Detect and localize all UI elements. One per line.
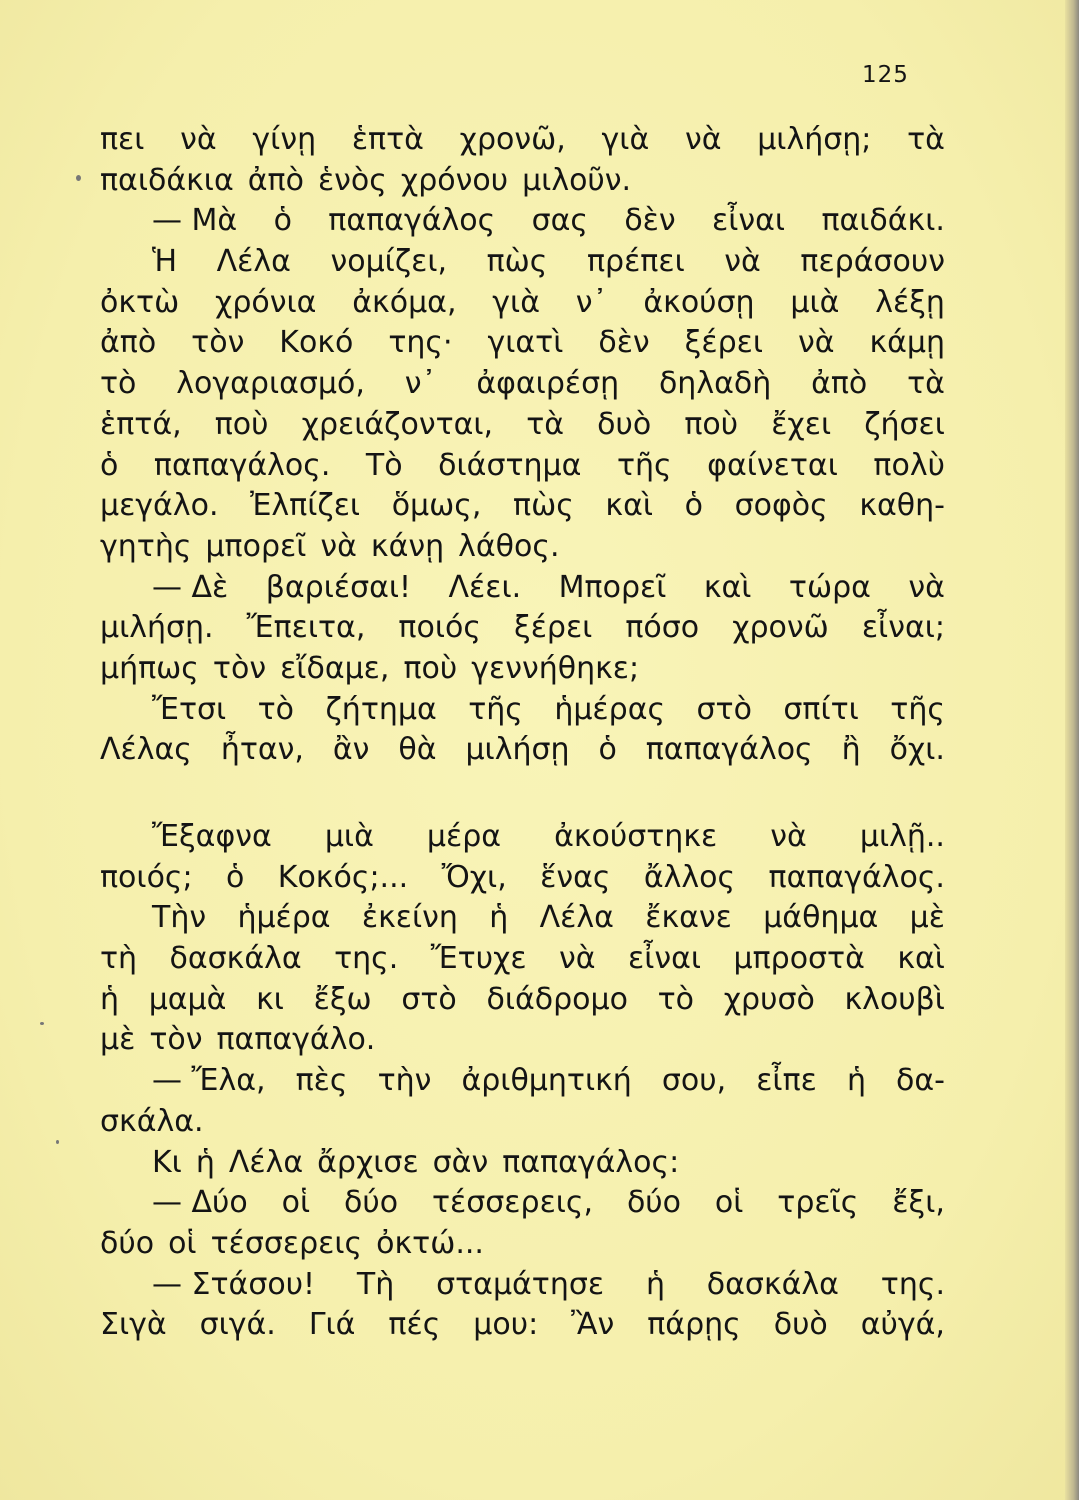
word: ποὺ xyxy=(214,406,269,442)
text-line xyxy=(100,1020,945,1061)
word: κλουβὶ xyxy=(844,981,945,1017)
word: γιὰ xyxy=(601,122,650,157)
text-line xyxy=(100,1224,945,1265)
word: Ἡ xyxy=(152,244,178,280)
word: χρόνου xyxy=(400,162,509,198)
word: δύο xyxy=(100,1225,155,1261)
word: Σιγὰ xyxy=(100,1307,167,1343)
word: εἴδαμε, xyxy=(280,650,390,686)
word: ποιός xyxy=(398,610,481,646)
word: ὄχι. xyxy=(889,732,945,768)
word: γεννήθηκε; xyxy=(471,650,640,686)
text-line xyxy=(100,649,945,690)
word: ὁ xyxy=(273,203,292,239)
word: ἡ xyxy=(195,1144,215,1180)
text-line xyxy=(100,690,945,731)
word: ἢ xyxy=(841,732,861,768)
word: Ἐλπίζει xyxy=(250,488,361,524)
word: τὸ xyxy=(100,366,137,402)
word: Λέλα xyxy=(228,1144,304,1180)
text-line xyxy=(100,323,945,364)
word: χρόνια xyxy=(215,284,317,320)
word: παιδάκια xyxy=(100,162,234,198)
word: ἀφαιρέσῃ xyxy=(476,366,620,402)
word: τώρα xyxy=(788,569,871,605)
word: τὴ xyxy=(100,941,138,977)
word: δύο xyxy=(344,1185,399,1221)
word: κι xyxy=(256,981,284,1017)
text-line xyxy=(100,486,945,527)
text-line xyxy=(100,120,945,161)
word: μιλήσῃ; xyxy=(757,122,872,157)
word: ὁ xyxy=(226,859,245,895)
word: παιδάκι. xyxy=(821,203,945,239)
print-speck xyxy=(40,1022,44,1025)
word: σκάλα. xyxy=(100,1103,204,1139)
word: ἡ xyxy=(645,1266,665,1302)
word: — Δύο xyxy=(152,1185,248,1221)
page-edge-shadow xyxy=(1065,0,1079,1500)
text-line xyxy=(100,1102,945,1143)
text-line xyxy=(100,1143,945,1184)
page-number: 125 xyxy=(862,62,909,88)
word: ζήτημα xyxy=(325,691,437,727)
word: τέσσερεις, xyxy=(432,1185,594,1221)
word: σου, xyxy=(661,1063,727,1099)
word: ἔχει xyxy=(771,406,832,442)
text-line xyxy=(100,980,945,1021)
word: γιατὶ xyxy=(487,325,564,361)
word: σιγά. xyxy=(199,1307,276,1343)
word: χρειάζονται, xyxy=(301,406,494,442)
word: παπαγάλος xyxy=(645,732,813,768)
word: της. xyxy=(334,941,399,977)
word: ἡ xyxy=(489,900,509,936)
word: πές xyxy=(388,1307,441,1343)
word: μιὰ xyxy=(324,819,374,854)
word: καὶ xyxy=(703,569,752,605)
word: τῆς xyxy=(890,691,945,727)
word: δυὸ xyxy=(773,1307,828,1343)
word: στὸ xyxy=(401,981,457,1017)
word: ζήσει xyxy=(864,406,945,442)
word: γιὰ xyxy=(492,284,540,320)
word: Ἂν xyxy=(571,1307,615,1343)
word: στὸ xyxy=(696,691,752,727)
word: ἀκούστηκε xyxy=(554,819,718,854)
word: Ἔξαφνα xyxy=(152,819,272,854)
word: σπίτι xyxy=(783,691,859,727)
word: σας xyxy=(531,203,588,239)
word: χρονῶ xyxy=(732,610,829,646)
text-line xyxy=(100,1265,945,1306)
word: τέσσερεις xyxy=(210,1225,363,1261)
word: νὰ xyxy=(559,941,596,977)
word: μιλήσῃ. xyxy=(100,610,214,646)
word: δὲν xyxy=(624,203,676,239)
word: παπαγάλο. xyxy=(216,1022,376,1058)
word: φαίνεται xyxy=(707,447,838,483)
word: νὰ xyxy=(770,819,807,854)
word: ἑπτά, xyxy=(100,406,182,442)
word: — Στάσου! xyxy=(152,1266,316,1302)
text-line xyxy=(100,527,945,568)
word: ποὺ xyxy=(684,406,739,442)
word: νομίζει, xyxy=(330,244,448,280)
word: γητὴς xyxy=(100,528,192,564)
word: λογαριασμό, xyxy=(176,366,365,402)
word: ἔκανε xyxy=(645,900,732,936)
word: Κοκό xyxy=(279,325,354,361)
word: παπαγάλος. xyxy=(153,447,331,483)
word: τὰ xyxy=(907,366,945,402)
word: Τὸ xyxy=(365,447,403,483)
word: Λέει. xyxy=(448,569,522,605)
word: μπροστὰ xyxy=(733,941,865,977)
word: της. xyxy=(880,1266,945,1302)
word: ὅμως, xyxy=(391,488,482,524)
word: τῆς xyxy=(468,691,523,727)
word: Ἔτυχε xyxy=(430,941,527,977)
word: νὰ xyxy=(724,244,761,280)
word: ἡμέρας xyxy=(554,691,666,727)
word: μὲ xyxy=(909,900,945,936)
word: ὁ xyxy=(598,732,617,768)
word: ἑνὸς xyxy=(317,162,387,198)
word: διάδρομο xyxy=(486,981,628,1017)
word: Γιά xyxy=(308,1307,356,1343)
word: ἡμέρα xyxy=(237,900,331,936)
word: ἑπτὰ xyxy=(351,122,424,157)
word: ἔξω xyxy=(313,981,372,1017)
word: Τὴ xyxy=(356,1266,395,1302)
text-line xyxy=(100,242,945,283)
word: πολὺ xyxy=(873,447,945,483)
word: Τὴν xyxy=(152,900,207,936)
word: εἶναι xyxy=(712,203,786,239)
word: πὲς xyxy=(295,1063,348,1099)
word: μέρα xyxy=(426,819,502,854)
text-line xyxy=(100,939,945,980)
text-line xyxy=(100,1061,945,1102)
word: τῆς xyxy=(616,447,672,483)
word: ποιός; xyxy=(100,859,193,895)
text-line xyxy=(100,568,945,609)
word: μάθημα xyxy=(763,900,879,936)
body-text xyxy=(100,120,945,1346)
word: τὸν xyxy=(212,650,267,686)
word: ξέρει xyxy=(684,325,763,361)
word: τὴν xyxy=(377,1063,432,1099)
word: τὸν xyxy=(149,1022,203,1058)
word: ἀριθμητική xyxy=(461,1063,632,1099)
word: ἄρχισε xyxy=(317,1144,419,1180)
text-line xyxy=(100,1305,945,1346)
word: ν᾽ xyxy=(404,366,437,402)
word: ξέρει xyxy=(513,610,593,646)
word: εἶναι; xyxy=(861,610,945,646)
word: νὰ xyxy=(684,122,722,157)
word: χρυσὸ xyxy=(723,981,815,1017)
text-line xyxy=(100,161,945,202)
word: μπορεῖ xyxy=(205,528,307,564)
word: αὐγά, xyxy=(860,1307,945,1343)
word: ἡ xyxy=(100,981,120,1017)
word: σὰν xyxy=(432,1144,489,1180)
word: ὀκτὼ xyxy=(100,284,180,320)
word: πει xyxy=(100,122,145,157)
word: καὶ xyxy=(605,488,654,524)
print-speck xyxy=(56,1140,59,1144)
paragraph-gap xyxy=(100,771,945,817)
word: μιλῇ.. xyxy=(859,819,945,854)
word: ἦταν, xyxy=(220,732,304,768)
word: ἀκούσῃ xyxy=(643,284,755,320)
text-line xyxy=(100,283,945,324)
word: εἶπε xyxy=(756,1063,817,1099)
word: ἐκείνη xyxy=(361,900,458,936)
word: κάμῃ xyxy=(869,325,945,361)
word: πρέπει xyxy=(586,244,685,280)
word: παπαγάλος: xyxy=(502,1144,680,1180)
word: λέξῃ xyxy=(875,284,945,320)
word: Κι xyxy=(152,1144,182,1180)
word: ποὺ xyxy=(403,650,458,686)
word: τὸν xyxy=(191,325,245,361)
word: δὲν xyxy=(598,325,650,361)
print-speck xyxy=(76,175,81,181)
word: τὸ xyxy=(657,981,695,1017)
word: δασκάλα xyxy=(706,1266,839,1302)
word: νὰ xyxy=(320,528,357,564)
word: — Μὰ xyxy=(152,203,238,239)
word: εἶναι xyxy=(628,941,702,977)
word: παπαγάλος. xyxy=(768,859,945,895)
text-line xyxy=(100,858,945,899)
word: οἱ xyxy=(281,1185,311,1221)
word: διάστημα xyxy=(438,447,582,483)
word: μὲ xyxy=(100,1022,136,1058)
word: πόσο xyxy=(625,610,700,646)
word: μιλήσῃ xyxy=(465,732,570,768)
word: μήπως xyxy=(100,650,199,686)
word: πάρῃς xyxy=(647,1307,741,1343)
word: κάνῃ xyxy=(370,528,445,564)
word: της· xyxy=(388,325,453,361)
word: νὰ xyxy=(908,569,945,605)
word: δυὸ xyxy=(597,406,652,442)
word: οἱ xyxy=(714,1185,744,1221)
text-line xyxy=(100,1183,945,1224)
word: μου: xyxy=(473,1307,539,1343)
word: πὼς xyxy=(513,488,574,524)
word: μιὰ xyxy=(790,284,840,320)
word: τρεῖς xyxy=(777,1185,859,1221)
word: ἀπὸ xyxy=(100,325,157,361)
text-line xyxy=(100,817,945,858)
text-line xyxy=(100,446,945,487)
word: Ὄχι, xyxy=(441,859,507,895)
word: ὁ xyxy=(684,488,703,524)
word: ἔξι, xyxy=(892,1185,945,1221)
word: χρονῶ, xyxy=(459,122,566,157)
word: βαριέσαι! xyxy=(265,569,412,605)
word: οἱ xyxy=(168,1225,197,1261)
word: Λέλα xyxy=(216,244,291,280)
word: περάσουν xyxy=(800,244,945,280)
word: ἀπὸ xyxy=(811,366,868,402)
word: νὰ xyxy=(180,122,217,157)
word: μεγάλο. xyxy=(100,488,219,524)
word: Λέλα xyxy=(539,900,614,936)
text-line xyxy=(100,898,945,939)
word: ἕνας xyxy=(540,859,611,895)
text-line xyxy=(100,405,945,446)
text-line xyxy=(100,608,945,649)
word: τὰ xyxy=(526,406,565,442)
word: δηλαδὴ xyxy=(658,366,772,402)
text-line xyxy=(100,364,945,405)
word: νὰ xyxy=(797,325,835,361)
word: θὰ xyxy=(398,732,437,768)
word: σταμάτησε xyxy=(436,1266,605,1302)
word: — Ἔλα, xyxy=(152,1063,266,1099)
word: ν᾽ xyxy=(575,284,608,320)
word: ἀκόμα, xyxy=(352,284,457,320)
word: Κοκός;... xyxy=(277,859,409,895)
word: ἀπὸ xyxy=(247,162,304,198)
word: ὀκτώ... xyxy=(376,1225,484,1261)
word: Λέλας xyxy=(100,732,192,768)
word: δύο xyxy=(626,1185,682,1221)
word: σοφὸς xyxy=(734,488,828,524)
word: πὼς xyxy=(486,244,548,280)
word: τὰ xyxy=(907,122,945,157)
word: καθη- xyxy=(859,488,945,524)
word: καὶ xyxy=(897,941,945,977)
word: μαμὰ xyxy=(148,981,227,1017)
word: δα- xyxy=(896,1063,945,1099)
word: ἂν xyxy=(332,732,370,768)
text-line xyxy=(100,201,945,242)
word: Ἔτσι xyxy=(152,691,227,727)
word: μιλοῦν. xyxy=(522,162,632,198)
word: ὁ xyxy=(100,447,119,483)
word: τὸ xyxy=(257,691,295,727)
word: Μπορεῖ xyxy=(558,569,667,605)
text-line xyxy=(100,730,945,771)
word: Ἔπειτα, xyxy=(246,610,366,646)
word: γίνῃ xyxy=(252,122,317,157)
word: — Δὲ xyxy=(152,569,229,605)
word: λάθος. xyxy=(458,528,560,564)
word: ἡ xyxy=(846,1063,866,1099)
word: δασκάλα xyxy=(169,941,302,977)
word: παπαγάλος xyxy=(328,203,496,239)
word: ἄλλος xyxy=(643,859,736,895)
